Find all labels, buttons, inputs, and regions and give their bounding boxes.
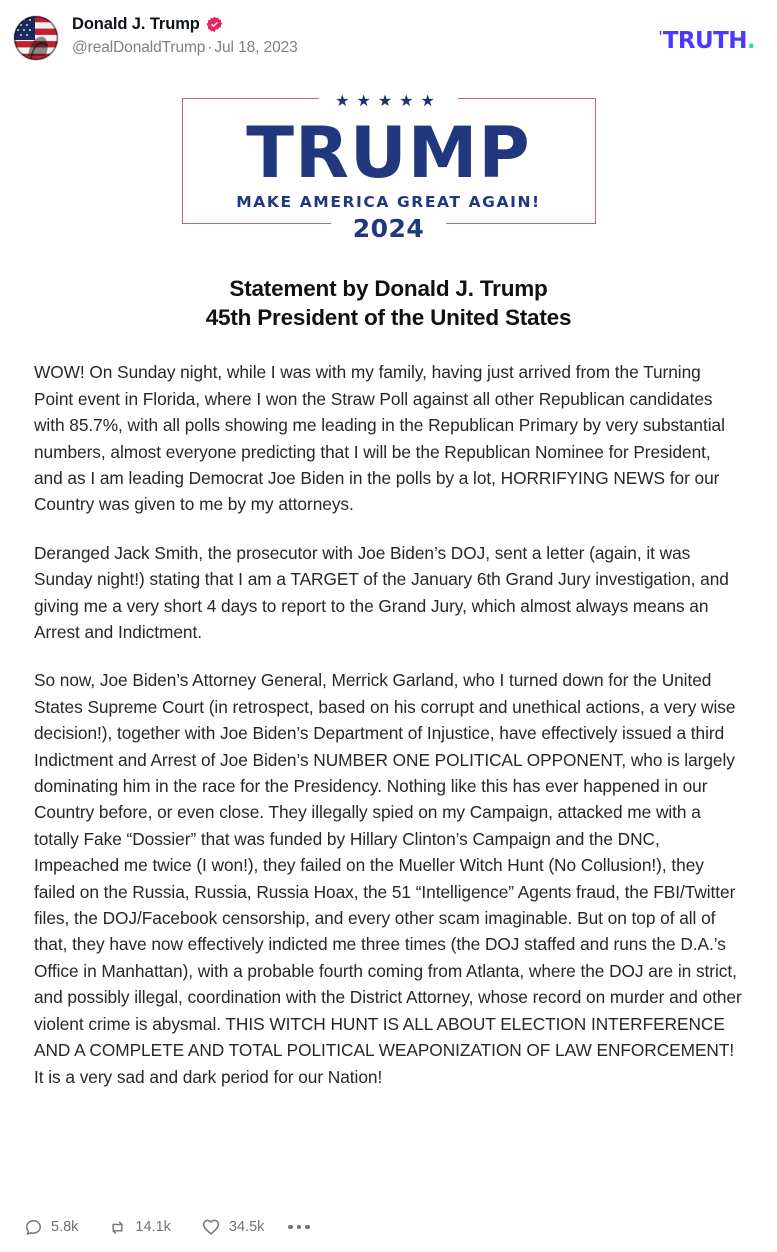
statement-paragraph: WOW! On Sunday night, while I was with my family, having just arrived from the Turning Point event in Florida, where I won the Straw Poll against all other Republican candidates with 85.7%, with all polls showing me leading in the Republican Primary by very substantial numbers, almost everyone predicting that I will be the Republican Nominee for President, and as I am leading Democrat Joe Biden in the polls by a lot, HORRIFYING NEWS for our Country was given to me by my attorneys. xyxy=(34,362,725,515)
post-image[interactable] xyxy=(0,86,777,250)
logo-period: . xyxy=(746,28,755,54)
author-meta-row xyxy=(72,39,298,56)
meta-separator: · xyxy=(207,39,213,56)
repost-arrows-icon xyxy=(108,1218,127,1237)
author-identity xyxy=(72,14,298,56)
verified-badge-icon xyxy=(206,16,223,33)
comment-button[interactable] xyxy=(24,1218,78,1237)
author-name-row xyxy=(72,15,298,33)
comment-count: 5.8k xyxy=(51,1219,79,1235)
statement-paragraph: Deranged Jack Smith, the prosecutor with Joe Biden’s DOJ, sent a letter (again, it was Sunday night!) stating that I am a TARGET of the January 6th Grand Jury investigation, and giving me a very short 4 days to report to the Grand Jury, which almost always means an Arrest and Indictment. xyxy=(34,542,729,642)
banner-headline: TRUMP xyxy=(246,112,531,194)
logo-word: TRUTH xyxy=(662,28,747,54)
more-dot xyxy=(297,1225,302,1230)
repost-button[interactable] xyxy=(108,1218,170,1237)
post-date: Jul 18, 2023 xyxy=(214,39,298,56)
comment-bubble-icon xyxy=(24,1218,43,1237)
more-dot xyxy=(288,1225,293,1230)
more-ellipsis-icon[interactable] xyxy=(288,1225,310,1230)
banner-year-row xyxy=(174,212,604,246)
more-dot xyxy=(305,1225,310,1230)
banner-year: 2024 xyxy=(331,212,447,246)
statement-title-line-2: 45th President of the United States xyxy=(205,305,572,331)
post-header xyxy=(0,0,777,72)
repost-count: 14.1k xyxy=(135,1219,171,1235)
author-display-name[interactable]: Donald J. Trump xyxy=(72,14,200,33)
logo-tick: ' xyxy=(658,30,662,45)
truth-social-logo xyxy=(658,28,755,54)
author-handle[interactable]: @realDonaldTrump xyxy=(72,39,206,56)
banner-slogan: MAKE AMERICA GREAT AGAIN! xyxy=(236,192,541,211)
like-count: 34.5k xyxy=(228,1219,265,1235)
like-button[interactable] xyxy=(201,1217,264,1237)
post-action-bar xyxy=(0,1210,777,1244)
banner-stars: ★★★★★ xyxy=(319,92,458,112)
statement-title xyxy=(0,274,777,334)
trump-campaign-banner xyxy=(174,86,604,250)
statement-body xyxy=(34,359,743,1090)
avatar[interactable] xyxy=(14,16,58,60)
statement-paragraph: So now, Joe Biden’s Attorney General, Merrick Garland, who I turned down for the United States Supreme Court (in retrospect, based on his corrupt and unethical actions, a very wise decision!), together with Joe Biden’s Department of Injustice, have effectively issued a third Indictment and Arrest of Joe Biden’s NUMBER ONE POLITICAL OPPONENT, who is largely dominating him in the race for the Presidency. Nothing like this has ever happened in our Country before, or even close. They illegally spied on my Campaign, attacked me with a totally Fake “Dossier” that was funded by Hillary Clinton’s Campaign and the DNC, Impeached me twice (I won!), they failed on the Mueller Witch Hunt (No Collusion!), they failed on the Russia, Russia, Russia Hoax, the 51 “Intelligence” Agents fraud, the FBI/Twitter files, the DOJ/Facebook censorship, and every other scam imaginable. But on top of all of that, they have now effectively indicted me three times (the DOJ staffed and runs the D.A.’s Office in Manhattan), with a probable fourth coming from Atlanta, where the DOJ are in strict, and possibly illegal, coordination with the District Attorney, whose record on murder and other violent crime is abysmal. THIS WITCH HUNT IS ALL ABOUT ELECTION INTERFERENCE AND A COMPLETE AND TOTAL POLITICAL WEAPONIZATION OF LAW ENFORCEMENT! It is a very sad and dark period for our Nation! xyxy=(34,670,742,1087)
statement-title-line-1: Statement by Donald J. Trump xyxy=(229,275,548,301)
banner-stars-row xyxy=(174,94,604,114)
heart-icon xyxy=(201,1217,221,1237)
